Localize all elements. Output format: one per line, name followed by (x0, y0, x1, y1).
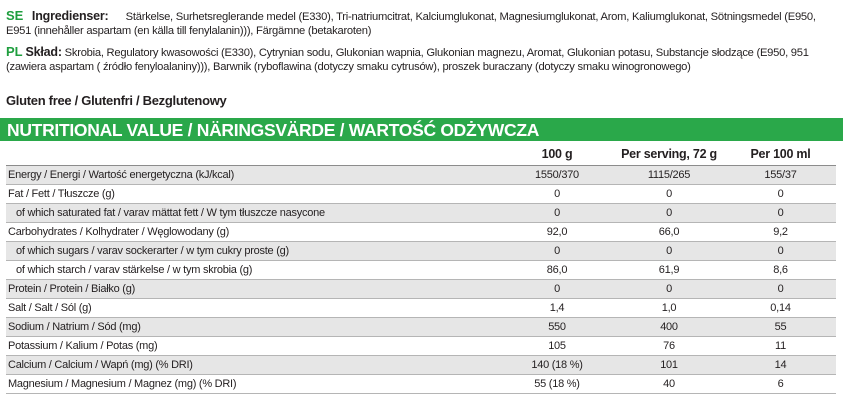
nutrient-name: Carbohydrates / Kolhydrater / Węglowodany (g) (6, 223, 501, 242)
value-per-100g: 140 (18 %) (501, 356, 613, 375)
value-per-serving: 0 (613, 185, 725, 204)
value-per-100g: 550 (501, 318, 613, 337)
value-per-100ml: 0 (725, 280, 836, 299)
value-per-100ml: 0,14 (725, 299, 836, 318)
table-row (6, 185, 836, 204)
nutrient-name: Calcium / Calcium / Wapń (mg) (% DRI) (6, 356, 501, 375)
value-per-100g: 1550/370 (501, 166, 613, 185)
table-row (6, 356, 836, 375)
value-per-serving: 61,9 (613, 261, 725, 280)
value-per-serving: 66,0 (613, 223, 725, 242)
value-per-serving: 1,0 (613, 299, 725, 318)
header-per-100ml: Per 100 ml (725, 143, 836, 166)
value-per-100ml: 8,6 (725, 261, 836, 280)
nutrient-name: Fat / Fett / Tłuszcze (g) (6, 185, 501, 204)
value-per-100ml: 14 (725, 356, 836, 375)
value-per-serving: 0 (613, 280, 725, 299)
ingredients-label-se: Ingredienser: (31, 9, 109, 23)
nutrient-name: of which saturated fat / varav mättat fett / W tym tłuszcze nasycone (6, 204, 501, 223)
value-per-100ml: 0 (725, 242, 836, 261)
value-per-100g: 1,4 (501, 299, 613, 318)
table-row (6, 223, 836, 242)
value-per-100g: 92,0 (501, 223, 613, 242)
nutrient-name: Magnesium / Magnesium / Magnez (mg) (% DRI) (6, 375, 501, 394)
lang-code-pl: PL (6, 44, 23, 59)
value-per-serving: 0 (613, 204, 725, 223)
table-row (6, 318, 836, 337)
nutrition-table (6, 143, 836, 394)
nutrient-name: Sodium / Natrium / Sód (mg) (6, 318, 501, 337)
value-per-100g: 0 (501, 204, 613, 223)
value-per-100g: 86,0 (501, 261, 613, 280)
gluten-free-note: Gluten free / Glutenfri / Bezglutenowy (6, 93, 227, 108)
value-per-100g: 55 (18 %) (501, 375, 613, 394)
table-row (6, 204, 836, 223)
table-row (6, 337, 836, 356)
value-per-serving: 1115/265 (613, 166, 725, 185)
ingredients-text-se: Stärkelse, Surhetsreglerande medel (E330), Tri-natriumcitrat, Kalciumglukonat, Magnesiumglukonat, Arom, Kaliumglukonat, Sötningsmedel (E950, E951 (innehåller aspartam (en källa till fenylalanin))), Färgämne (betakaroten) (6, 11, 816, 37)
value-per-100g: 0 (501, 280, 613, 299)
nutrient-name: Salt / Salt / Sól (g) (6, 299, 501, 318)
value-per-100g: 0 (501, 242, 613, 261)
value-per-100ml: 6 (725, 375, 836, 394)
value-per-100ml: 11 (725, 337, 836, 356)
nutrient-name: Energy / Energi / Wartość energetyczna (kJ/kcal) (6, 166, 501, 185)
value-per-100g: 0 (501, 185, 613, 204)
table-row (6, 166, 836, 185)
ingredients-text-pl: Skrobia, Regulatory kwasowości (E330), Cytrynian sodu, Glukonian wapnia, Glukonian magnezu, Aromat, Glukonian potasu, Substancje słodzące (E950, 951 (zawiera aspartam ( źródło fenyloalaniny))), Barwnik (ryboflawina (dotyczy smaku cytrusów), proszek buraczany (dotyczy smaku winogronowego) (6, 47, 809, 73)
value-per-100ml: 155/37 (725, 166, 836, 185)
value-per-serving: 0 (613, 242, 725, 261)
nutrition-title: NUTRITIONAL VALUE / NÄRINGSVÄRDE / WARTOŚĆ ODŻYWCZA (7, 120, 540, 140)
nutrient-name: Potassium / Kalium / Potas (mg) (6, 337, 501, 356)
nutrient-name: of which starch / varav stärkelse / w tym skrobia (g) (6, 261, 501, 280)
value-per-serving: 101 (613, 356, 725, 375)
header-per-serving: Per serving, 72 g (613, 143, 725, 166)
value-per-100ml: 55 (725, 318, 836, 337)
table-row (6, 242, 836, 261)
ingredients-se (6, 9, 838, 38)
header-per-100g: 100 g (501, 143, 613, 166)
value-per-100ml: 0 (725, 185, 836, 204)
header-nutrient (6, 143, 501, 166)
value-per-serving: 40 (613, 375, 725, 394)
value-per-serving: 76 (613, 337, 725, 356)
nutrition-banner (0, 118, 843, 141)
table-row (6, 261, 836, 280)
value-per-100ml: 0 (725, 204, 836, 223)
nutrient-name: Protein / Protein / Białko (g) (6, 280, 501, 299)
table-row (6, 299, 836, 318)
ingredients-label-pl: Skład: (25, 45, 62, 59)
nutrition-header-row (6, 143, 836, 166)
value-per-100ml: 9,2 (725, 223, 836, 242)
lang-code-se: SE (6, 8, 24, 23)
nutrient-name: of which sugars / varav sockerarter / w tym cukry proste (g) (6, 242, 501, 261)
table-row (6, 280, 836, 299)
ingredients-pl (6, 45, 838, 74)
value-per-100g: 105 (501, 337, 613, 356)
table-row (6, 375, 836, 394)
value-per-serving: 400 (613, 318, 725, 337)
